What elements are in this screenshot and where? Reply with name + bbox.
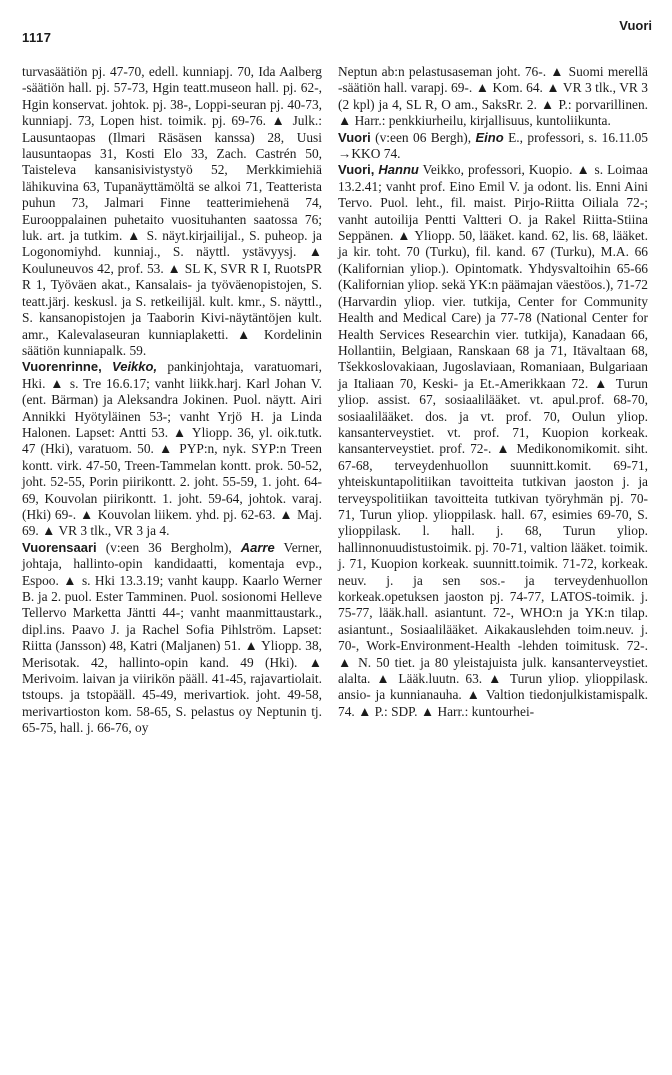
continuation-text: turvasäätiön pj. 47-70, edell. kunniapj. 70, Ida Aalberg -säätiön hall. pj. 57-73, Hgin teatt.museon hall. pj. 62-, Hgin konservat. johtok. pj. 38-, Loppi-seuran pj. 40-73, kunniapj. 73, Lopen hist. toimik. pj. 69-76. ▲ Julk.: Lausuntaopas (Ilmari Räsäsen kanssa) 28, Uusi lausuntaopas 31, Kosti Elo 33, Zach. Castrén 50, Taisteleva kansanisivistystyö 52, Merkkimiehiä lähikuvina 63, Tupanäyttämöltä se alkoi 71, Teatterista puhun 73, Jalmari Finne teatterimiehenä 74, Eurooppalainen puhetaito vuosituhanten saatossa 76; luk. art. ja tutkim. ▲ S. näyt.kirjailijal., S. puheop. ja Logonomiyhd. kunniaj., S. näyttl. ystävyysj. ▲ Kouluneuvos 42, prof. 53. ▲ SL K, SVR R I, RuotsPR R 1, Työväen akat., Kansalais- ja työväenopistojen, S. teatt.järj. keskusl. ja S. retkeilijäl. kult. kmr., S. näyttl., S. kansanopistojen ja Taaborin Kivi-näytäntöjen kult. amr., Kalevalaseuran kunniaplaketti. ▲ Kordelinin säätiön kunniapalk. 59. — [22, 64, 322, 358]
entry-text: Veikko, professori, Kuopio. ▲ s. Loimaa 13.2.41; vanht prof. Eino Emil V. ja odont. lis. Enni Aini Tervo. Puol. leht., fil. maist. Pirjo-Riitta Oiliala 72-; vanht autoilija Pentti Valtteri O. ja Rakel Riitta-Stiina Seppänen. ▲ Yliopp. 50, lääket. kand. 62, lis. 68, lääket. ja kir. toht. 70 (Turku), fil. kand. 67 (Turku), M.A. 66 (Kalifornian yliop.). Opintomatk. Yhdysvaltoihin 65-66 (Kalifornian yliop. sekä YK:n päämajan väestöos.), 71-72 (Harvardin yliop. vier. tutkija, Center for Community Health and Medical Care) ja 77-78 (National Center for Health Services Researchin vier. tutkija), Kanadaan 66, Hollantiin, Belgiaan, Ranskaan 68 ja 71, Itävaltaan 68, Tšekkoslovakiaan, Jugoslaviaan, Romaniaan, Bulgariaan ja Italiaan 70, Keski- ja Et.-Amerikkaan 72. ▲ Turun yliop. assist. 67, sosiaalilääket. vt. apul.prof. 68-70, sosiaalilääket. dos. ja vt. prof. 70, Oulun yliop. kansanterveystiet. vt. prof. 71, Kuopion korkeak. kansanterveystiet. prof. 72-. ▲ Medikonomikomit. siht. 67-68, terveydenhuollon suunnitt.komit. 69-71, yhteiskuntapolitiikan tavoitteita tutkivan jaoston j. ja terveyspolitiikan tavoitteita tutkivan työryhmän pj. 70-71, Turun yliop. ylioppilask. hall. 67, esimies 69-70, S. ylioppilask. l. hall. j. 68, Turun yliop. hallinnonuudistustoimik. pj. 70-71, valtion lääket. toimik. j. 71, Kuopion korkeak. suunnitt.toimik. 71-72, korkeak. neuv. j. ja sen sos.- ja terveydenhuollon korkeak.opetuksen jaoston pj. 74-77, LATOS-toimik. j. 75-77, lääk.hall. asiantunt. 72-, WHO:n ja YK:n tilap. asiantunt., Sosiaalilääket. Aikakauslehden toim.neuv. j. 70-, Work-Environment-Health -lehden toimitusk. 72-. ▲ N. 50 tiet. ja 80 yleistajuista julk. kansanterveystiet. alalta. ▲ Lääk.luutn. 63. ▲ Turun yliop. ylioppilask. ansio- ja kunnianauha. ▲ Valtion tiedonjulkistamispalk. 74. ▲ P.: SDP. ▲ Harr.: kuntourhei- — [338, 162, 649, 719]
entry-given-name: Hannu — [378, 162, 419, 178]
continuation-text: Neptun ab:n pelastusaseman joht. 76-. ▲ Suomi merellä -säätiön hall. varapj. 69-. ▲ Kom. 64. ▲ VR 3 tlk., VR 3 (2 kpl) ja 4, SL R, O am., SaksRr. 2. ▲ P.: porvarillinen. ▲ Harr.: penkkiurheilu, kirjallisuus, kuntoliikunta. — [338, 64, 648, 129]
entry-former-name: (v:een 36 Bergholm), — [96, 539, 241, 555]
entry-vuorensaari-aarre — [22, 540, 322, 737]
entry-surname: Vuori, — [338, 162, 375, 178]
entry-continuation-left — [22, 64, 322, 359]
entry-text: E., professori, s. 16.11.05 →KKO 74. — [338, 129, 649, 162]
entry-surname: Vuorensaari — [22, 539, 97, 555]
entry-vuorenrinne-veikko — [22, 359, 322, 539]
right-column — [338, 64, 648, 720]
entry-given-name: Eino — [475, 129, 504, 145]
entry-vuori-hannu — [338, 162, 648, 720]
entry-vuori-eino — [338, 130, 648, 163]
entry-former-name: (v:een 06 Bergh), — [370, 129, 476, 145]
entry-given-name: Aarre — [240, 539, 275, 555]
entry-given-name: Veikko, — [112, 359, 158, 375]
entry-text: pankinjohtaja, varatuomari, Hki. ▲ s. Tre 16.6.17; vanht liikk.harj. Karl Johan V. (ent. Bärman) ja Aleksandra Jokinen. Puol. näytt. Airi Annikki Hyötyläinen 53-; vanht Yrjö H. ja Linda Halonen. Lapset: Antti 53. ▲ Yliopp. 36, yl. oik.tutk. 47 (Hki), varatuom. 50. ▲ PYP:n, nyk. SYP:n Treen kontt. virk. 47-50, Treen-Tammelan kontt. prok. 50-52, joht. 52-55, Porin piirikontt. 2. joht. 55-59, 1. joht. 64-69, Kouvolan piirikontt. 1. joht. 59-64, johtok. varaj. (Hki) 69-. ▲ Kouvolan liikem. yhd. pj. 62-63. ▲ Maj. 69. ▲ VR 3 tlk., VR 3 ja 4. — [22, 359, 322, 539]
entry-surname: Vuori — [338, 129, 371, 145]
page-number: 1117 — [22, 30, 52, 45]
entry-continuation-right — [338, 64, 648, 130]
running-head: Vuori — [619, 18, 652, 33]
entry-surname: Vuorenrinne, — [22, 359, 102, 375]
left-column — [22, 64, 322, 737]
entry-text: Verner, johtaja, hallinto-opin kandidaatti, komentaja evp., Espoo. ▲ s. Hki 13.3.19; vanht kaupp. Kaarlo Werner B. ja 2. puol. Ester Tamminen. Puol. sosionomi Helleve Tellervo Marketta Jäntti 44-; vanht maanmittaustark., dipl.ins. Paavo J. ja Rachel Sofia Pihlström. Lapset: Riitta (Jansson) 48, Katri (Maljanen) 51. ▲ Yliopp. 38, Merisotak. 42, hallinto-opin kand. 49 (Hki). ▲ Merivoim. laivan ja viirikön pääll. 41-45, rajavartiolait. tstoups. ja tstopääll. 45-49, merivartiok. joht. 49-58, merivartioston kom. 58-65, S. pelastus oy Neptunin tj. 65-75, hall. j. 66-76, oy — [22, 539, 322, 736]
